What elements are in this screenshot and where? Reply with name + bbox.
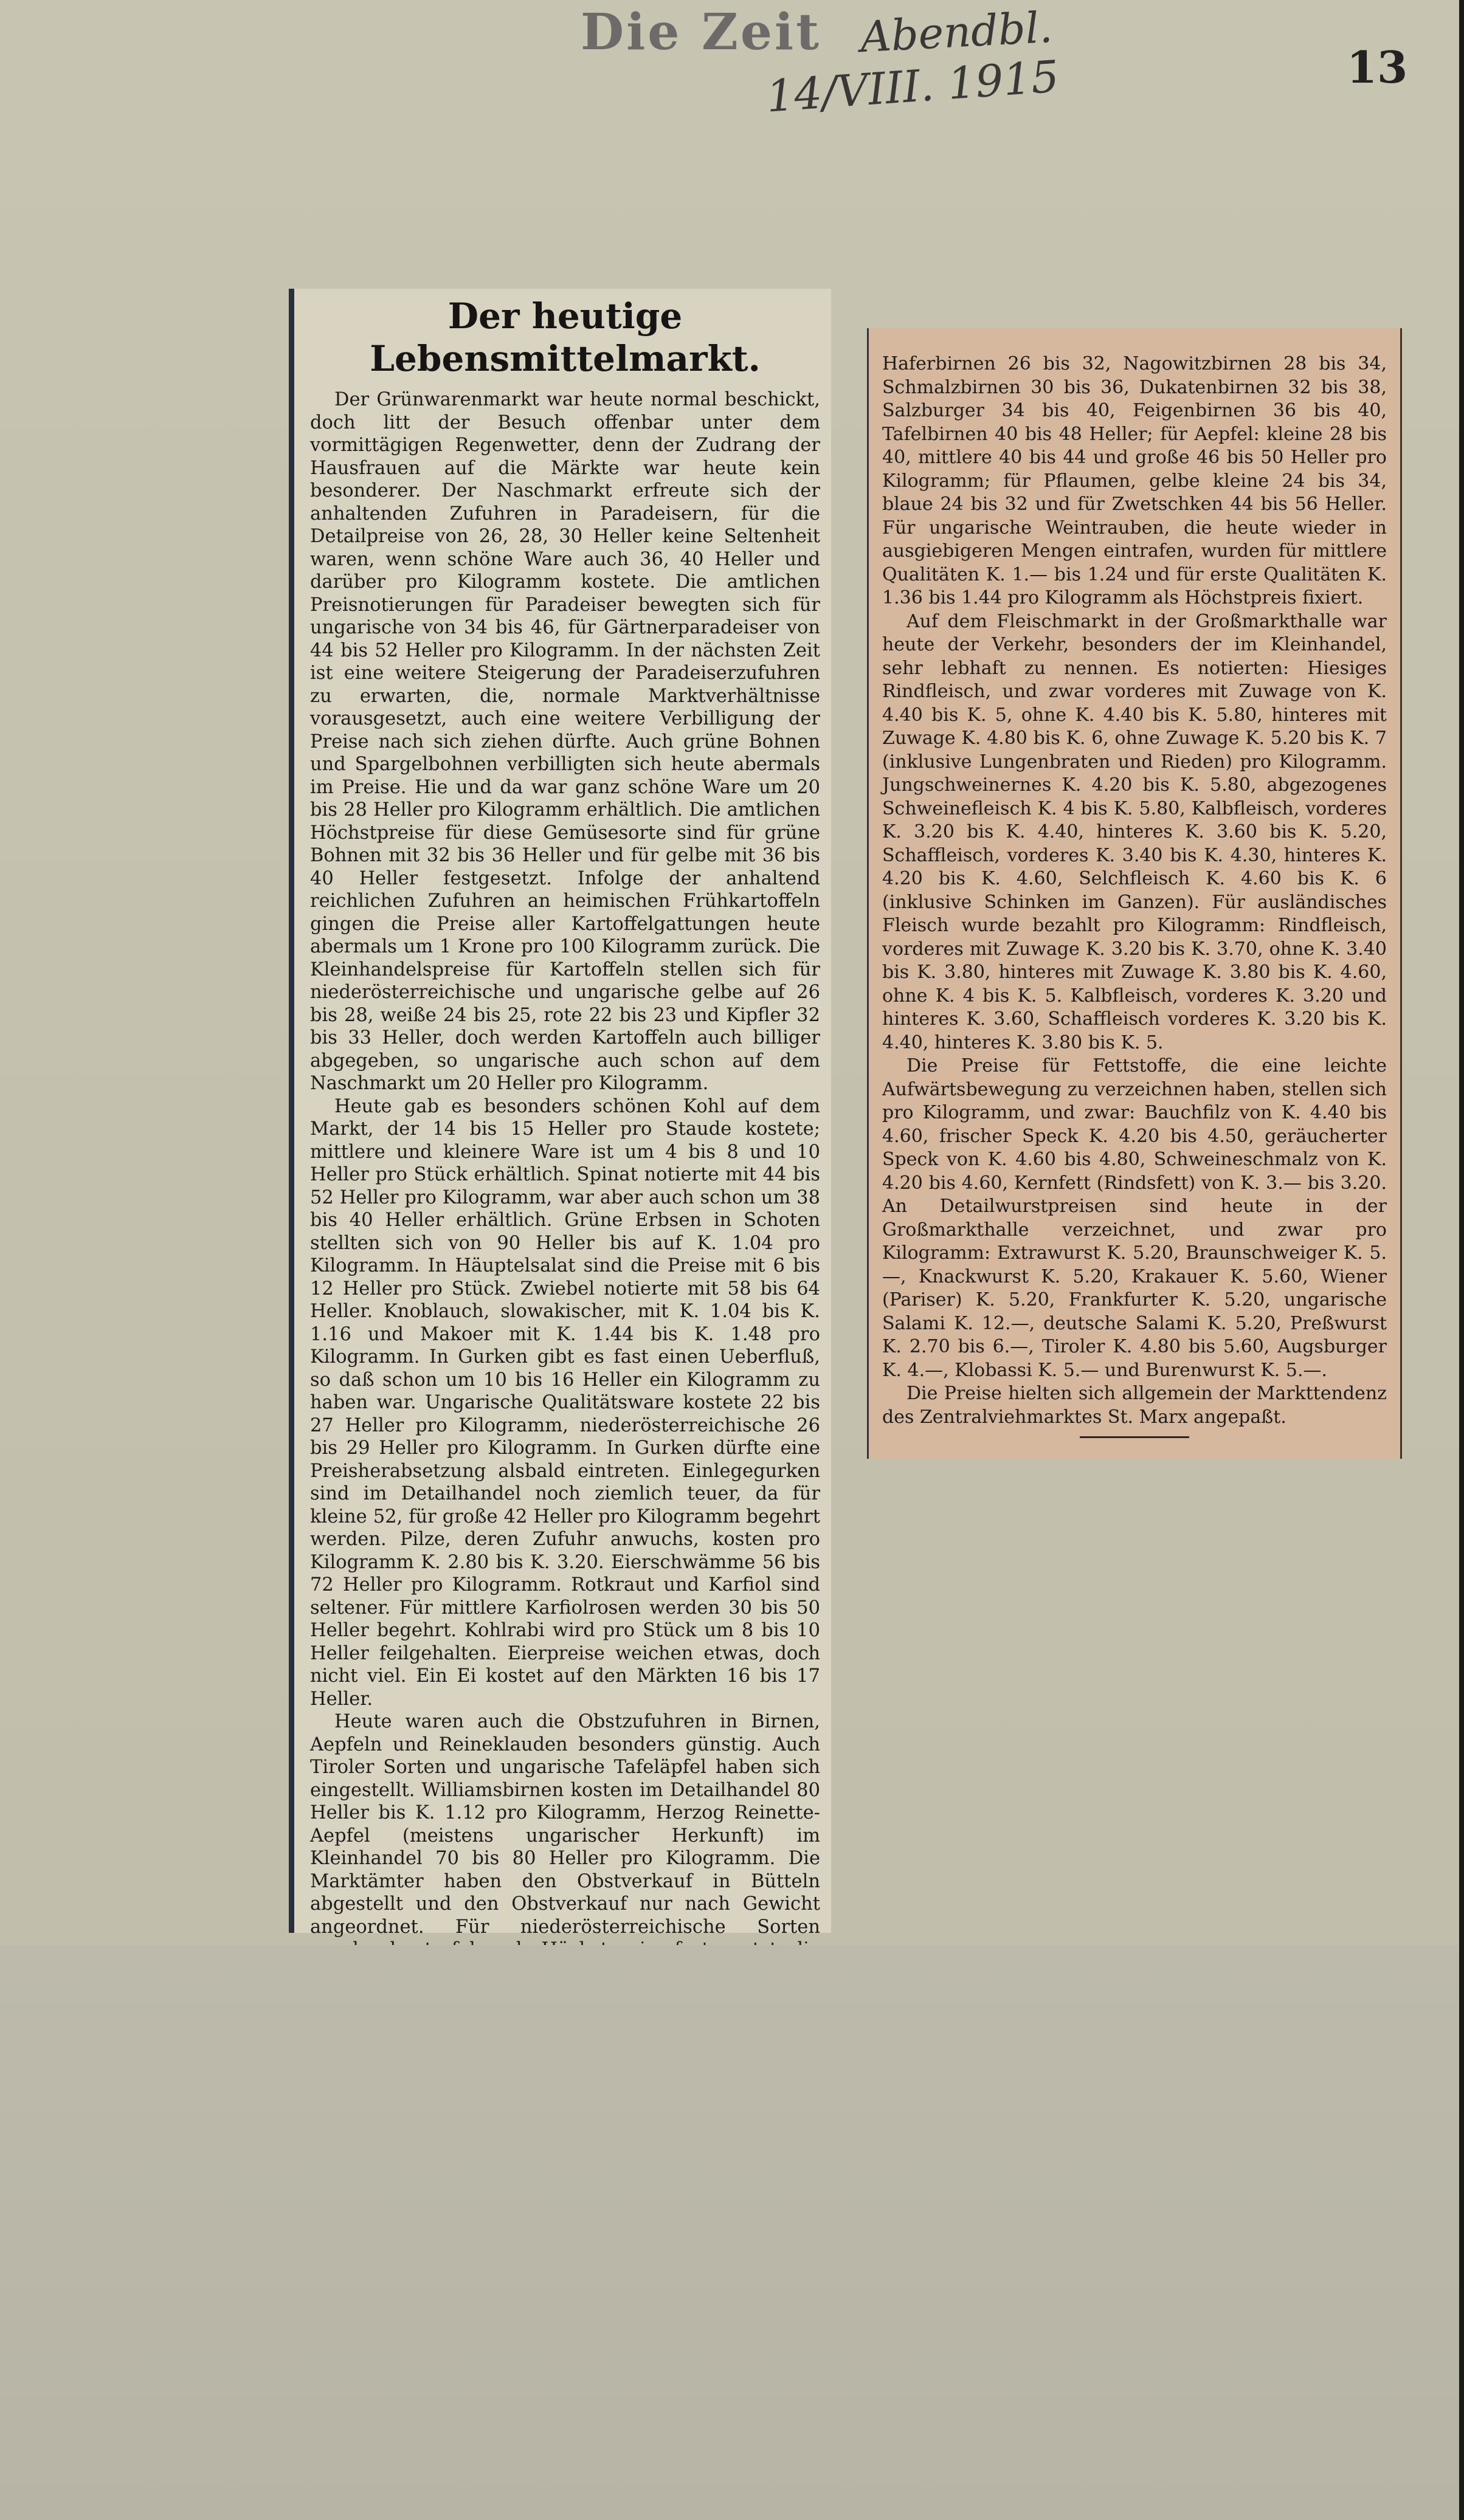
- article-clipping-left: [289, 289, 831, 1938]
- continuation-paragraph: Haferbirnen 26 bis 32, Nagowitzbirnen 28 bis 34, Schmalzbirnen 30 bis 36, Dukatenbirnen 32 bis 38, Salzburger 34 bis 40, Feigenbirnen 36 bis 40, Tafelbirnen 40 bis 48 Heller; für Aepfel: kleine 28 bis 40, mittlere 40 bis 44 und große 46 bis 50 Heller pro Kilogramm; für Pflaumen, gelbe kleine 24 bis 34, blaue 24 bis 32 und für Zwetschken 44 bis 56 Heller. Für ungarische Weintrauben, die heute wieder in ausgiebigeren Mengen eintrafen, wurden für mittlere Qualitäten K. 1.— bis 1.24 und für erste Qualitäten K. 1.36 bis 1.44 pro Kilogramm als Höchstpreis fixiert.: [882, 353, 1387, 608]
- article-title: Der heutige Lebensmittelmarkt.: [370, 295, 761, 379]
- continuation-paragraph: Auf dem Fleischmarkt in der Großmarkthalle war heute der Verkehr, besonders der im Kleinhandel, sehr lebhaft zu nennen. Es notierten: Hiesiges Rindfleisch, und zwar vorderes mit Zuwage von K. 4.40 bis K. 5, ohne K. 4.40 bis K. 5.80, hinteres mit Zuwage K. 4.80 bis K. 6, ohne Zuwage K. 5.20 bis K. 7 (inklusive Lungenbraten und Rieden) pro Kilogramm. Jungschweinernes K. 4.20 bis K. 5.80, abgezogenes Schweinefleisch K. 4 bis K. 5.80, Kalbfleisch, vorderes K. 3.20 bis K. 4.40, hinteres K. 3.60 bis K. 5.20, Schaffleisch, vorderes K. 3.40 bis K. 4.30, hinteres K. 4.20 bis K. 4.60, Selchfleisch K. 4.60 bis K. 6 (inklusive Schinken im Ganzen). Für ausländisches Fleisch wurde bezahlt pro Kilogramm: Rindfleisch, vorderes mit Zuwage K. 3.20 bis K. 3.70, ohne K. 3.40 bis K. 3.80, hinteres mit Zuwage K. 3.80 bis K. 4.60, ohne K. 4 bis K. 5. Kalbfleisch, vorderes K. 3.20 und hinteres K. 3.60, Schaffleisch vorderes K. 3.20 bis K. 4.40, hinteres K. 3.80 bis K. 5.: [882, 610, 1387, 1053]
- article-end-rule: [1080, 1436, 1189, 1438]
- article-paragraph: Der Grünwarenmarkt war heute normal beschickt, doch litt der Besuch offenbar unter dem vormittägigen Regenwetter, denn der Zudrang der Hausfrauen auf die Märkte war heute kein besonderer. Der Naschmarkt erfreute sich der anhaltenden Zufuhren in Paradeisern, für die Detailpreise von 26, 28, 30 Heller keine Seltenheit waren, wenn schöne Ware auch 36, 40 Heller und darüber pro Kilogramm kostete. Die amtlichen Preisnotierungen für Paradeiser bewegten sich für ungarische von 34 bis 46, für Gärtnerparadeiser von 44 bis 52 Heller pro Kilogramm. In der nächsten Zeit ist eine weitere Steigerung der Paradeiserzufuhren zu erwarten, die, normale Marktverhältnisse vorausgesetzt, auch eine weitere Verbilligung der Preise nach sich ziehen dürfte. Auch grüne Bohnen und Spargelbohnen verbilligten sich heute abermals im Preise. Hie und da war ganz schöne Ware um 20 bis 28 Heller pro Kilogramm erhältlich. Die amtlichen Höchstpreise für diese Gemüsesorte sind für grüne Bohnen mit 32 bis 36 Heller und für gelbe mit 36 bis 40 Heller festgesetzt. Infolge der anhaltend reichlichen Zufuhren an heimischen Frühkartoffeln gingen die Preise aller Kartoffelgattungen heute abermals um 1 Krone pro 100 Kilogramm zurück. Die Kleinhandelspreise für Kartoffeln stellen sich für niederösterreichische und ungarische gelbe auf 26 bis 28, weiße 24 bis 25, rote 22 bis 23 und Kipfler 32 bis 33 Heller, doch werden Kartoffeln auch billiger abgegeben, so ungarische auch schon auf dem Naschmarkt um 20 Heller pro Kilogramm.: [310, 389, 820, 1094]
- handwritten-edition-note: Abendbl.: [859, 2, 1054, 63]
- paper-lower-band: [0, 1945, 1459, 2520]
- handwritten-date-note: 14/VIII. 1915: [764, 50, 1061, 122]
- article-paragraph: Heute gab es besonders schönen Kohl auf dem Markt, der 14 bis 15 Heller pro Staude kostete; mittlere und kleinere Ware ist um 4 bis 8 und 10 Heller pro Stück erhältlich. Spinat notierte mit 44 bis 52 Heller pro Kilogramm, war aber auch schon um 38 bis 40 Heller erhältlich. Grüne Erbsen in Schoten stellten sich von 90 Heller bis auf K. 1.04 pro Kilogramm. In Häuptelsalat sind die Preise mit 6 bis 12 Heller pro Stück. Zwiebel notierte mit 58 bis 64 Heller. Knoblauch, slowakischer, mit K. 1.04 bis K. 1.16 und Makoer mit K. 1.44 bis K. 1.48 pro Kilogramm. In Gurken gibt es fast einen Ueberfluß, so daß schon um 10 bis 16 Heller ein Kilogramm zu haben war. Ungarische Qualitätsware kostete 22 bis 27 Heller pro Kilogramm, niederösterreichische 26 bis 29 Heller pro Kilogramm. In Gurken dürfte eine Preisherabsetzung alsbald eintreten. Einlegegurken sind im Detailhandel noch ziemlich teuer, da für kleine 52, für große 42 Heller pro Kilogramm begehrt werden. Pilze, deren Zufuhr anwuchs, kosten pro Kilogramm K. 2.80 bis K. 3.20. Eierschwämme 56 bis 72 Heller pro Kilogramm. Rotkraut und Karfiol sind seltener. Für mittlere Karfiolrosen werden 30 bis 50 Heller begehrt. Kohlrabi wird pro Stück um 8 bis 10 Heller feilgehalten. Eierpreise weichen etwas, doch nicht viel. Ein Ei kostet auf den Märkten 16 bis 17 Heller.: [310, 1095, 820, 1710]
- newspaper-masthead: Die Zeit: [581, 3, 822, 61]
- article-paragraph: Heute waren auch die Obstzufuhren in Birnen, Aepfeln und Reineklauden besonders günstig. Auch Tiroler Sorten und ungarische Tafeläpfel haben sich eingestellt. Williamsbirnen kosten im Detailhandel 80 Heller bis K. 1.12 pro Kilogramm, Herzog Reinette-Aepfel (meistens ungarischer Herkunft) im Kleinhandel 70 bis 80 Heller pro Kilogramm. Die Marktämter haben den Obstverkauf in Bütteln abgestellt und den Obstverkauf nur nach Gewicht angeordnet. Für niederösterreichische Sorten: [310, 1711, 820, 1938]
- continuation-paragraph: Die Preise hielten sich allgemein der Markttendenz des Zentralviehmarktes St. Marx angepaßt.: [882, 1383, 1387, 1428]
- page-number: 13: [1347, 41, 1408, 93]
- continuation-paragraph: Die Preise für Fettstoffe, die eine leichte Aufwärtsbewegung zu verzeichnen haben, stellen sich pro Kilogramm, und zwar: Bauchfilz von K. 4.40 bis 4.60, frischer Speck K. 4.20 bis 4.50, geräucherter Speck von K. 4.60 bis 4.80, Schweineschmalz von K. 4.20 bis 4.60, Kernfett (Rindsfett) von K. 3.— bis 3.20. An Detailwurstpreisen sind heute in der Großmarkthalle verzeichnet, und zwar pro Kilogramm: Extrawurst K. 5.20, Braunschweiger K. 5.—, Knackwurst K. 5.20, Krakauer K. 5.60, Wiener (Pariser) K. 5.20, Frankfurter K. 5.20, ungarische Salami K. 12.—, deutsche Salami K. 5.20, Preßwurst K. 2.70 bis 6.—, Tiroler K. 4.80 bis 5.60, Augsburger K. 4.—, Klobassi K. 5.— und Burenwurst K. 5.—.: [882, 1055, 1387, 1381]
- article-clipping-continuation: [867, 328, 1402, 1459]
